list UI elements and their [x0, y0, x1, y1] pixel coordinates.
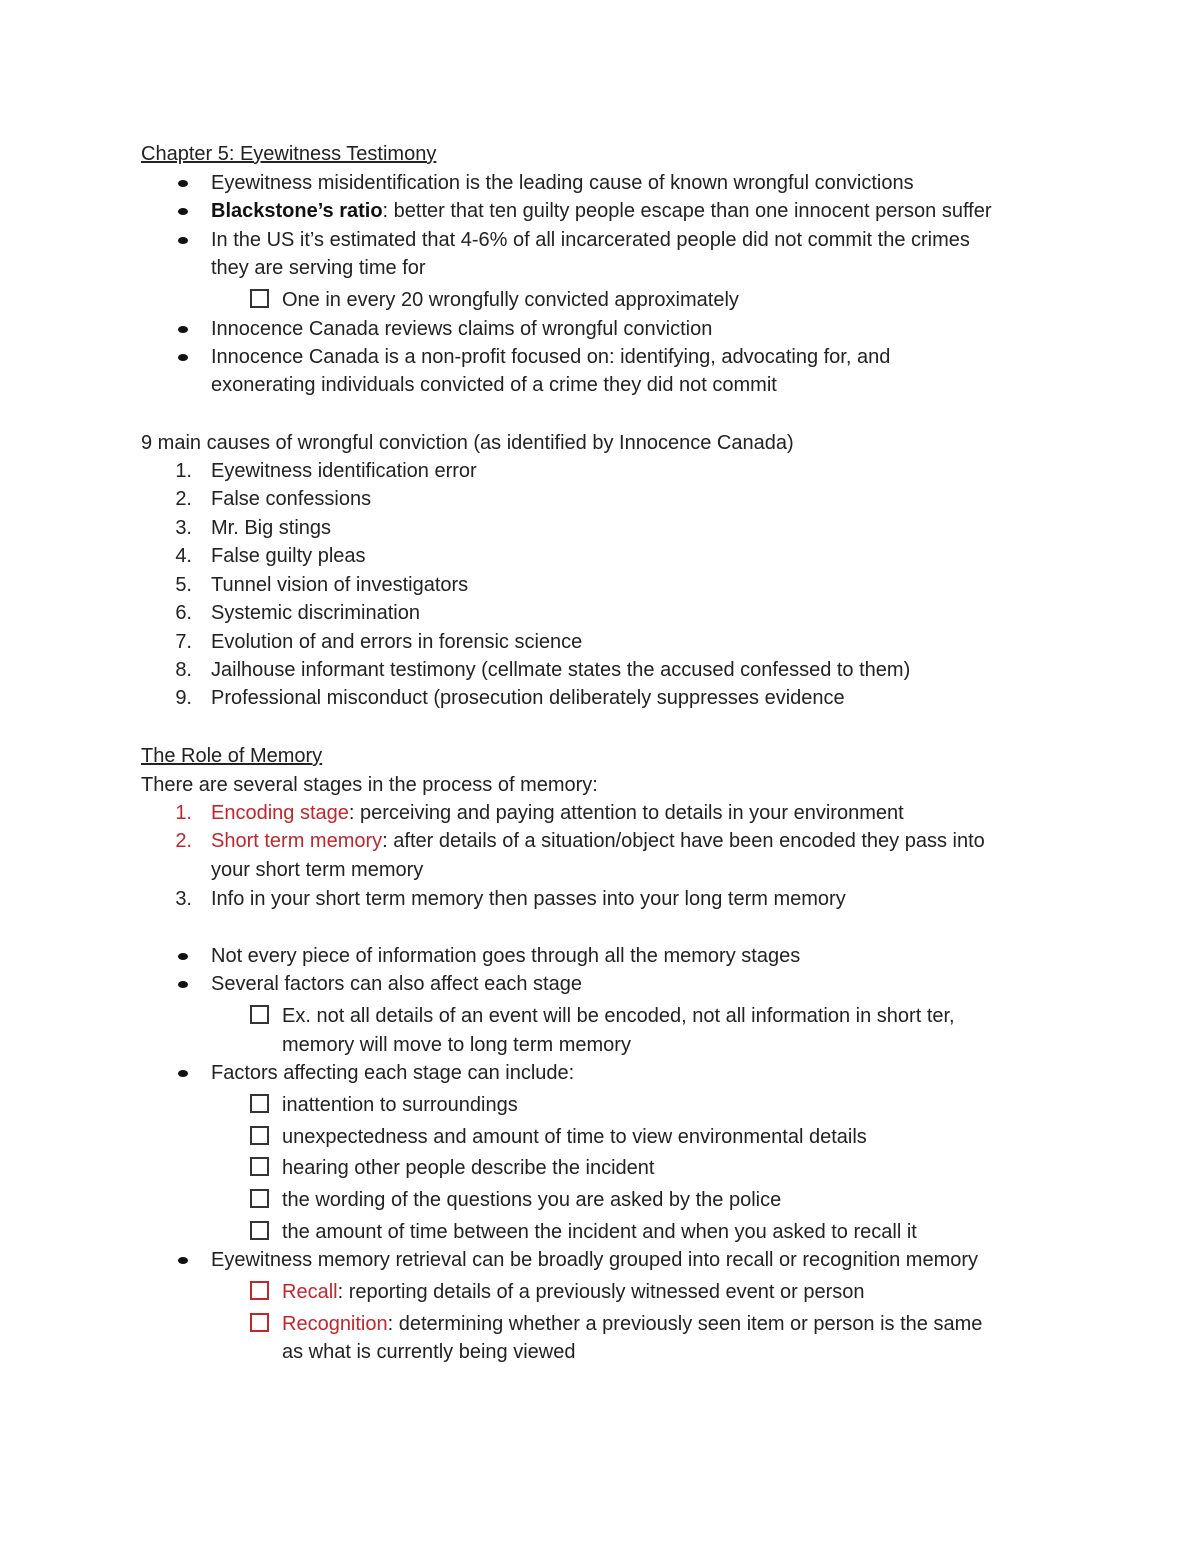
sub-item-text: unexpectedness and amount of time to view environmental details [282, 1126, 867, 1148]
list-item: Eyewitness identification error [211, 460, 477, 482]
recognition-term: Recognition [282, 1313, 388, 1335]
sub-item-text: hearing other people describe the incident [282, 1157, 655, 1179]
bullet-icon [178, 237, 188, 244]
blackstone-definition: : better that ten guilty people escape than one innocent person suffer [382, 200, 992, 222]
bullet-text-continued: exonerating individuals convicted of a crime they did not commit [211, 374, 777, 396]
recall-term: Recall [282, 1281, 338, 1303]
bullet-text: Innocence Canada reviews claims of wrongful conviction [211, 318, 713, 340]
stage-item [211, 827, 985, 855]
bullet-text [211, 197, 992, 225]
list-number: 6. [175, 602, 192, 624]
bullet-text-continued: they are serving time for [211, 257, 426, 279]
list-item: False confessions [211, 488, 372, 510]
memory-intro: There are several stages in the process of memory: [141, 774, 598, 796]
recognition-definition: : determining whether a previously seen item or person is the same [387, 1313, 983, 1335]
encoding-definition: : perceiving and paying attention to details in your environment [348, 802, 904, 824]
recall-definition: : reporting details of a previously witnessed event or person [337, 1281, 865, 1303]
list-number: 8. [175, 659, 192, 681]
checkbox-icon[interactable] [250, 1281, 269, 1300]
list-number: 3. [175, 517, 192, 539]
checkbox-icon[interactable] [250, 1126, 269, 1145]
list-number: 4. [175, 545, 192, 567]
list-item: Systemic discrimination [211, 602, 420, 624]
sub-item-text-continued: memory will move to long term memory [282, 1034, 631, 1056]
bullet-text: In the US it’s estimated that 4-6% of all incarcerated people did not commit the crimes [211, 229, 970, 251]
causes-heading: 9 main causes of wrongful conviction (as identified by Innocence Canada) [141, 432, 794, 454]
sub-item-text: inattention to surroundings [282, 1094, 518, 1116]
bullet-icon [178, 1257, 188, 1264]
encoding-term: Encoding stage [211, 802, 349, 824]
bullet-icon [178, 1070, 188, 1077]
bullet-icon [178, 981, 188, 988]
list-number: 9. [175, 687, 192, 709]
sub-item-text: One in every 20 wrongfully convicted approximately [282, 289, 739, 311]
list-number: 5. [175, 574, 192, 596]
list-number: 1. [175, 460, 192, 482]
chapter-heading: Chapter 5: Eyewitness Testimony [141, 143, 437, 165]
bullet-icon [178, 180, 188, 187]
list-item: Professional misconduct (prosecution deliberately suppresses evidence [211, 687, 845, 709]
list-number: 3. [175, 888, 192, 910]
short-term-definition: : after details of a situation/object have been encoded they pass into [382, 830, 985, 852]
stage-item-continued: your short term memory [211, 859, 424, 881]
recognition-item [282, 1310, 982, 1338]
checkbox-icon[interactable] [250, 289, 269, 308]
bullet-text: Factors affecting each stage can include: [211, 1062, 575, 1084]
bullet-text: Several factors can also affect each stage [211, 973, 582, 995]
checkbox-icon[interactable] [250, 1157, 269, 1176]
list-number: 1. [175, 802, 192, 824]
sub-item-text: the wording of the questions you are asked by the police [282, 1189, 782, 1211]
memory-heading: The Role of Memory [141, 745, 323, 767]
bullet-icon [178, 326, 188, 333]
stage-item [211, 799, 904, 827]
short-term-term: Short term memory [211, 830, 383, 852]
recognition-item-continued: as what is currently being viewed [282, 1341, 576, 1363]
list-number: 7. [175, 631, 192, 653]
list-number: 2. [175, 488, 192, 510]
list-item: Mr. Big stings [211, 517, 332, 539]
sub-item-text: the amount of time between the incident and when you asked to recall it [282, 1221, 917, 1243]
checkbox-icon[interactable] [250, 1005, 269, 1024]
bullet-icon [178, 953, 188, 960]
blackstone-term: Blackstone’s ratio [211, 200, 383, 222]
stage-item: Info in your short term memory then passes into your long term memory [211, 888, 846, 910]
bullet-text: Innocence Canada is a non-profit focused on: identifying, advocating for, and [211, 346, 891, 368]
list-item: Tunnel vision of investigators [211, 574, 469, 596]
sub-item-text: Ex. not all details of an event will be encoded, not all information in short ter, [282, 1005, 955, 1027]
list-item: False guilty pleas [211, 545, 366, 567]
recall-item [282, 1278, 865, 1306]
list-item: Jailhouse informant testimony (cellmate states the accused confessed to them) [211, 659, 911, 681]
bullet-icon [178, 354, 188, 361]
bullet-text: Eyewitness misidentification is the leading cause of known wrongful convictions [211, 172, 914, 194]
checkbox-icon[interactable] [250, 1313, 269, 1332]
bullet-icon [178, 208, 188, 215]
list-number: 2. [175, 830, 192, 852]
bullet-text: Not every piece of information goes through all the memory stages [211, 945, 801, 967]
checkbox-icon[interactable] [250, 1221, 269, 1240]
bullet-text: Eyewitness memory retrieval can be broadly grouped into recall or recognition memory [211, 1249, 979, 1271]
checkbox-icon[interactable] [250, 1189, 269, 1208]
list-item: Evolution of and errors in forensic science [211, 631, 583, 653]
checkbox-icon[interactable] [250, 1094, 269, 1113]
